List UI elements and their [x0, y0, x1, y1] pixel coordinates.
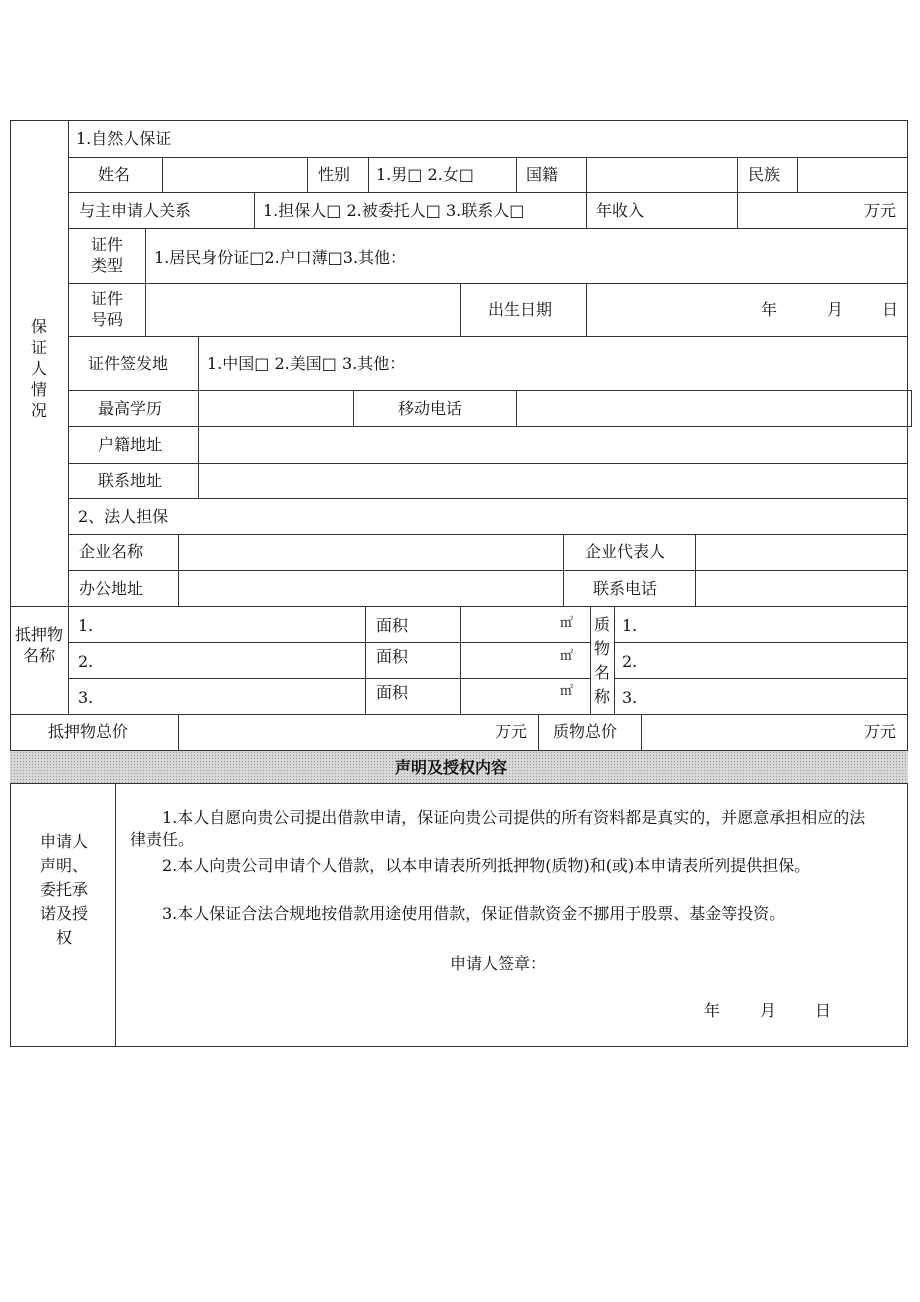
ethnicity-field[interactable]	[799, 159, 906, 191]
area-unit-2: ㎡	[560, 649, 574, 664]
mortgage-total-label: 抵押物总价	[48, 722, 129, 741]
ethnicity-label: 民族	[748, 165, 781, 184]
contact-address-label: 联系地址	[98, 471, 163, 490]
relation-options[interactable]: 1.担保人□ 2.被委托人□ 3.联系人□	[263, 201, 525, 220]
education-field[interactable]	[200, 392, 352, 425]
pledge-total-label: 质物总价	[553, 722, 618, 741]
name-field[interactable]	[164, 159, 306, 191]
applicant-signature-label: 申请人签章：	[450, 954, 547, 973]
income-unit: 万元	[864, 201, 897, 220]
pledge-total-unit: 万元	[864, 722, 897, 741]
natural-person-title: 1.自然人保证	[76, 129, 172, 148]
id-number-label: 证件号码	[90, 289, 123, 329]
company-rep-label: 企业代表人	[585, 542, 666, 561]
mortgage-name-label: 抵押物名称	[14, 625, 63, 665]
gender-label: 性别	[318, 165, 351, 184]
declaration-item-3: 3.本人保证合法合规地按借款用途使用借款，保证借款资金不挪用于股票、基金等投资。	[162, 904, 786, 923]
household-address-field[interactable]	[200, 428, 906, 462]
income-field[interactable]	[739, 194, 859, 226]
area-label-1: 面积	[376, 616, 409, 635]
area-label-3: 面积	[376, 683, 409, 702]
issue-place-label: 证件签发地	[88, 354, 169, 373]
birth-date-label: 出生日期	[488, 300, 553, 319]
area-unit-3: ㎡	[560, 684, 574, 699]
birth-day-label: 日	[882, 300, 899, 319]
pledge-row-3[interactable]: 3.	[622, 688, 638, 707]
contact-phone-field[interactable]	[697, 572, 906, 605]
declaration-section-label: 申请人声明、委托承诺及授权	[40, 832, 89, 947]
mobile-label: 移动电话	[398, 399, 463, 418]
sign-month-label: 月	[760, 1001, 777, 1020]
office-address-label: 办公地址	[79, 579, 144, 598]
pledge-name-label: 质物名称	[593, 615, 610, 706]
id-type-options[interactable]: 1.居民身份证□2.户口薄□3.其他：	[154, 248, 407, 267]
guarantor-section-label: 保证人情况	[30, 317, 47, 420]
name-label: 姓名	[98, 165, 131, 184]
pledge-row-1[interactable]: 1.	[622, 616, 638, 635]
education-label: 最高学历	[98, 399, 163, 418]
pledge-total-field[interactable]	[643, 716, 858, 749]
birth-year-label: 年	[761, 300, 778, 319]
birth-month-label: 月	[827, 300, 844, 319]
mortgage-row-2[interactable]: 2.	[78, 652, 94, 671]
area-unit-1: ㎡	[560, 616, 574, 631]
declaration-header: 声明及授权内容	[395, 758, 508, 777]
legal-person-title: 2、法人担保	[78, 507, 169, 526]
sign-year-label: 年	[704, 1001, 721, 1020]
sign-day-label: 日	[815, 1001, 832, 1020]
issue-place-options[interactable]: 1.中国□ 2.美国□ 3.其他：	[207, 354, 406, 373]
company-rep-field[interactable]	[697, 536, 906, 569]
company-name-field[interactable]	[180, 536, 562, 569]
mortgage-total-unit: 万元	[495, 722, 528, 741]
mobile-field[interactable]	[518, 392, 910, 425]
applicant-signature-field[interactable]	[550, 948, 750, 978]
id-number-field[interactable]	[147, 285, 459, 335]
relation-label: 与主申请人关系	[79, 201, 192, 220]
contact-address-field[interactable]	[200, 465, 906, 497]
mortgage-total-field[interactable]	[180, 716, 490, 749]
declaration-item-2: 2.本人向贵公司申请个人借款，以本申请表所列抵押物(质物)和(或)本申请表所列提供担保。	[162, 856, 811, 875]
office-address-field[interactable]	[180, 572, 562, 605]
gender-options[interactable]: 1.男□ 2.女□	[376, 165, 474, 184]
company-name-label: 企业名称	[79, 542, 144, 561]
contact-phone-label: 联系电话	[593, 579, 658, 598]
nationality-field[interactable]	[588, 159, 736, 191]
nationality-label: 国籍	[526, 165, 559, 184]
id-type-label: 证件类型	[90, 235, 123, 275]
pledge-row-2[interactable]: 2.	[622, 652, 638, 671]
mortgage-row-1[interactable]: 1.	[78, 616, 94, 635]
income-label: 年收入	[596, 201, 645, 220]
declaration-item-1: 1.本人自愿向贵公司提出借款申请，保证向贵公司提供的所有资料都是真实的，并愿意承担相应的法律责任。	[130, 808, 866, 849]
area-label-2: 面积	[376, 647, 409, 666]
household-address-label: 户籍地址	[98, 435, 163, 454]
mortgage-row-3[interactable]: 3.	[78, 688, 94, 707]
